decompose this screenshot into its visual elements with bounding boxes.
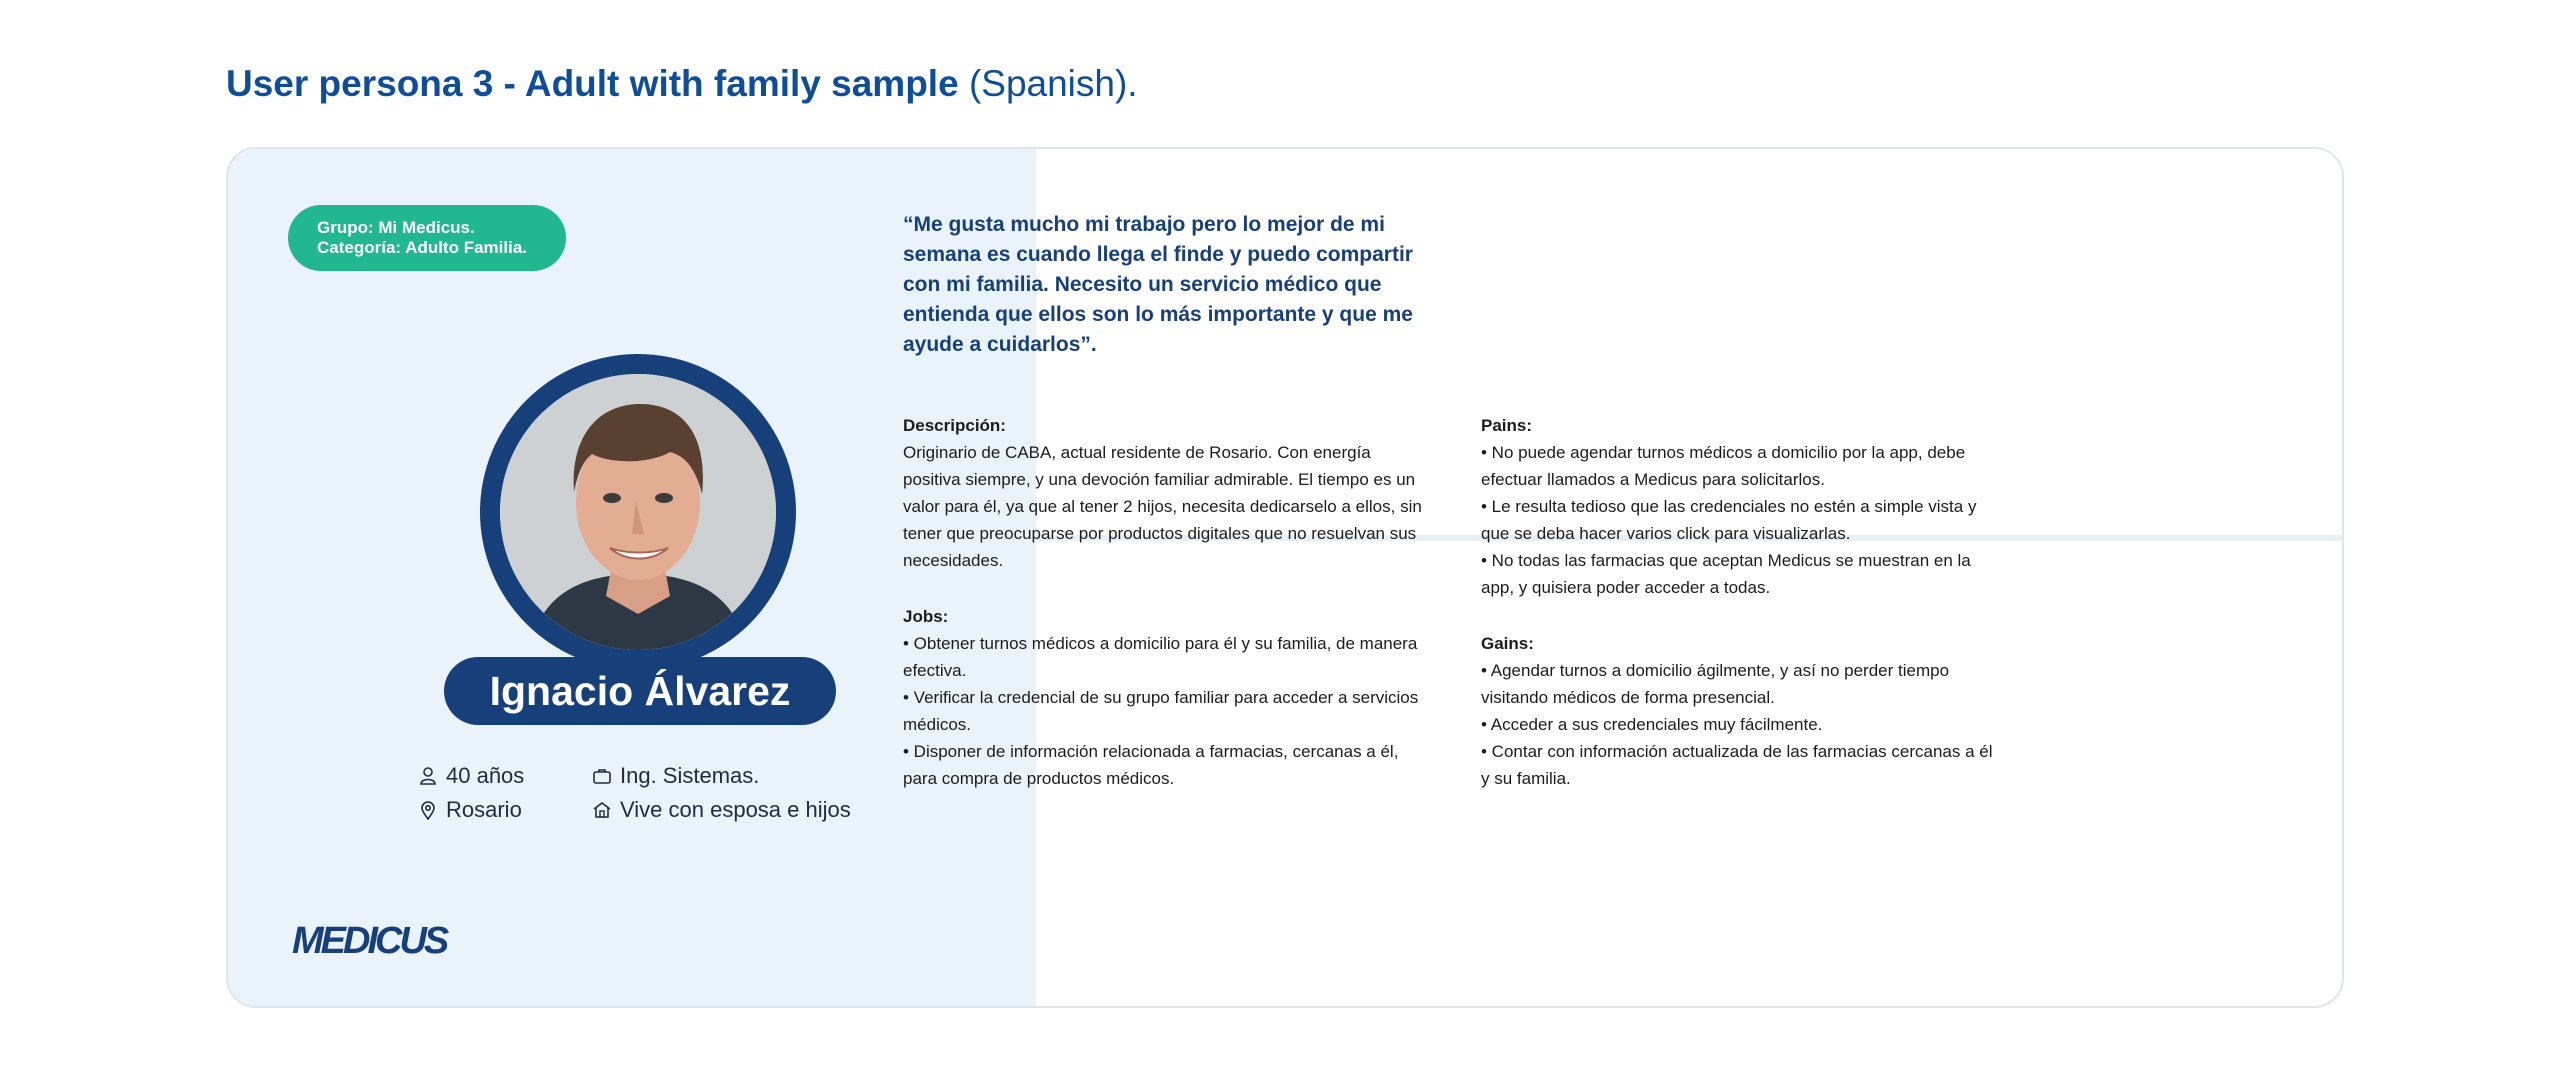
list-item: • Verificar la credencial de su grupo familiar para acceder a servicios médicos. [903,688,1419,734]
description-heading: Descripción: [903,416,1006,435]
description-section [903,412,1423,574]
list-item: • No puede agendar turnos médicos a domicilio por la app, debe efectuar llamados a Medicus para solicitarlos. [1481,443,1966,489]
category-label: Categoría: Adulto Familia. [317,238,528,257]
briefcase-icon [592,766,612,786]
fact-location-value: Rosario [446,797,522,822]
persona-facts-left [418,759,524,827]
fact-profession-value: Ing. Sistemas. [620,763,760,788]
avatar [480,354,796,670]
fact-household [592,793,851,827]
fact-profession [592,759,851,793]
persona-facts-right [592,759,851,827]
map-pin-icon [418,800,438,820]
person-portrait-icon [500,374,776,650]
list-item: • Agendar turnos a domicilio ágilmente, y así no perder tiempo visitando médicos de forma presencial. [1481,661,1950,707]
list-item: • Obtener turnos médicos a domicilio para él y su familia, de manera efectiva. [903,634,1418,680]
fact-age [418,759,524,793]
medicus-logo: MEDICUS [292,920,447,962]
gains-heading: Gains: [1481,634,1534,653]
gains-section [1481,630,2001,792]
list-item: • Contar con información actualizada de las farmacias cercanas a él y su familia. [1481,742,1993,788]
person-icon [418,766,438,786]
fact-age-value: 40 años [446,763,525,788]
fact-location [418,793,524,827]
page-title-suffix: (Spanish). [968,63,1138,104]
home-icon [592,800,612,820]
list-item: • Le resulta tedioso que las credenciales no estén a simple vista y que se deba hacer varios click para visualizarlas. [1481,497,1977,543]
list-item: • Acceder a sus credenciales muy fácilmente. [1481,715,1823,734]
pains-section [1481,412,2001,601]
avatar-photo [500,374,776,650]
page-title [226,58,1138,110]
list-item: • No todas las farmacias que aceptan Medicus se muestran en la app, y quisiera poder acceder a todas. [1481,551,1971,597]
group-badge [288,205,566,271]
persona-quote: “Me gusta mucho mi trabajo pero lo mejor de mi semana es cuando llega el finde y puedo compartir con mi familia. Necesito un servicio médico que entienda que ellos son lo más importante y que me ayude a cuidarlos”. [903,213,1413,356]
list-item: • Disponer de información relacionada a farmacias, cercanas a él, para compra de productos médicos. [903,742,1399,788]
persona-name: Ignacio Álvarez [444,657,836,725]
description-text: Originario de CABA, actual residente de Rosario. Con energía positiva siempre, y una devoción familiar admirable. El tiempo es un valor para él, ya que al tener 2 hijos, necesita dedicarselo a ellos, sin tener que preocuparse por productos digitales que no resuelvan sus necesidades. [903,443,1422,570]
group-label: Grupo: Mi Medicus. [317,218,475,237]
fact-household-value: Vive con esposa e hijos [620,797,851,822]
jobs-section [903,603,1423,792]
page-title-main: User persona 3 - Adult with family sample [226,63,959,104]
pains-heading: Pains: [1481,416,1533,435]
jobs-heading: Jobs: [903,607,949,626]
